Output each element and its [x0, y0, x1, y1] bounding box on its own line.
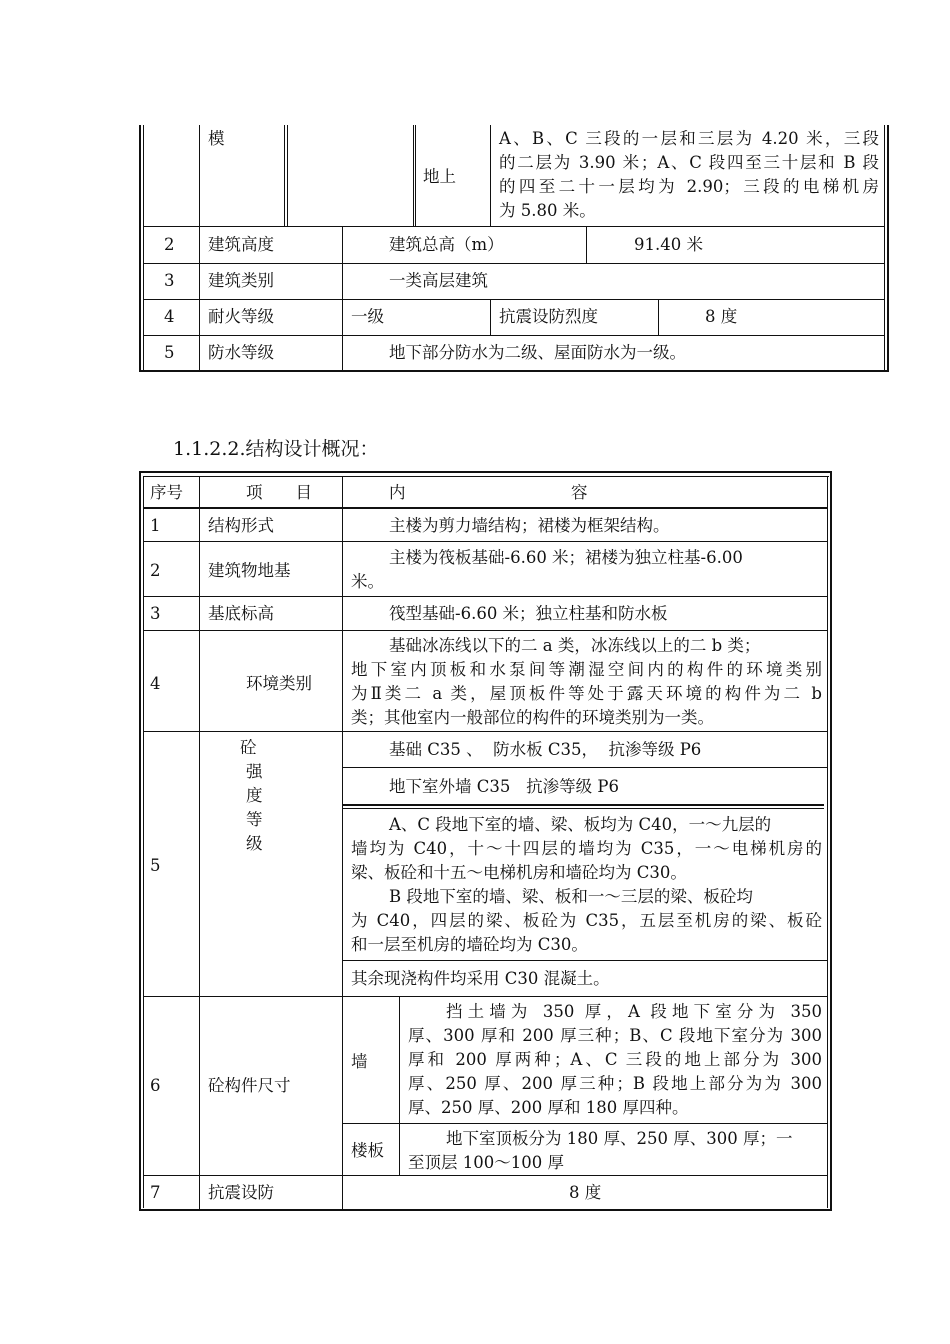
- cell-floor-heights-line-3: 的四至二十一层均为 2.90；三段的电梯机房: [499, 177, 879, 196]
- cell-value: 地下部分防水为二级、屋面防水为一级。: [389, 343, 686, 362]
- header-content-a: 内: [389, 483, 406, 502]
- section-heading: 1.1.2.2.结构设计概况：: [173, 438, 379, 460]
- header-content-b: 容: [571, 483, 588, 502]
- cell-item-name: 基底标高: [208, 604, 274, 623]
- cell-key: 建筑总高（m）: [389, 235, 504, 254]
- cell-content: 8 度: [569, 1183, 602, 1202]
- wall-line-1: 挡土墙为 350 厚，A 段地下室分为 350: [446, 1002, 822, 1021]
- item-char: 砼: [240, 738, 257, 757]
- cell-content-line-1: 基础冰冻线以下的二 a 类，冰冻线以上的二 b 类；: [389, 636, 761, 655]
- item-char: 等: [246, 810, 263, 829]
- cell-floor-heights-line-4: 为 5.80 米。: [499, 201, 596, 220]
- cell-row-number: 2: [150, 561, 161, 580]
- cell-content: 主楼为剪力墙结构；裙楼为框架结构。: [389, 516, 670, 535]
- cell-key: 抗震设防烈度: [499, 307, 598, 326]
- cell-content-line-2: 地下室内顶板和水泵间等潮湿空间内的构件的环境类别: [351, 660, 822, 679]
- cell-item-name: 抗震设防: [208, 1183, 274, 1202]
- cell-sub-label: 地上: [423, 167, 456, 186]
- cell-item-name: 建筑类别: [208, 271, 274, 290]
- cell-content-line-1: 主楼为筏板基础-6.60 米；裙楼为独立柱基-6.00: [389, 548, 743, 567]
- item-char: 强: [246, 762, 263, 781]
- item-char: 级: [246, 834, 263, 853]
- cell-row-number: 1: [150, 516, 161, 535]
- cell-row-number: 2: [164, 235, 175, 254]
- wall-line-2: 厚、300 厚和 200 厚三种；B、C 段地下室分为 300: [408, 1026, 822, 1045]
- cell-content-line-3: 为Ⅱ类二 a 类，屋顶板件等处于露天环境的构件为二 b: [351, 684, 822, 703]
- cell-value: 一类高层建筑: [389, 271, 488, 290]
- cell-floor-heights-line-1: A、B、C 三段的一层和三层为 4.20 米，三段: [499, 129, 879, 148]
- wall-label: 墙: [351, 1052, 368, 1071]
- cell-item-name: 建筑物地基: [208, 561, 291, 580]
- cell-row-number: 6: [150, 1076, 161, 1095]
- cell-floor-heights-line-2: 的二层为 3.90 米；A、C 段四至三十层和 B 段: [499, 153, 879, 172]
- cell-item-name: 结构形式: [208, 516, 274, 535]
- wall-line-3: 厚和 200 厚两种；A、C 三段的地上部分为 300: [408, 1050, 822, 1069]
- cell-item-name: 防水等级: [208, 343, 274, 362]
- concrete-para-line-5: 为 C40，四层的梁、板砼为 C35，五层至机房的梁、板砼: [351, 911, 822, 930]
- concrete-para-line-1: A、C 段地下室的墙、梁、板均为 C40，一～九层的: [389, 815, 772, 834]
- slab-label: 楼板: [351, 1141, 384, 1160]
- cell-value: 91.40 米: [634, 235, 703, 254]
- concrete-grade-foundation: 基础 C35 、 防水板 C35， 抗渗等级 P6: [389, 740, 702, 759]
- item-char: 度: [246, 786, 263, 805]
- cell-item-name: 砼构件尺寸: [208, 1076, 291, 1095]
- cell-item-name: 环境类别: [246, 674, 312, 693]
- cell-row-number: 5: [150, 856, 161, 875]
- wall-line-4: 厚、250 厚、200 厚三种；B 段地上部分为为 300: [408, 1074, 822, 1093]
- cell-content: 筏型基础-6.60 米；独立柱基和防水板: [389, 604, 668, 623]
- cell-item-name: 建筑高度: [208, 235, 274, 254]
- cell-item-label: 模: [208, 129, 225, 148]
- cell-content-line-4: 类；其他室内一般部位的构件的环境类别为一类。: [351, 708, 714, 727]
- cell-value: 一级: [351, 307, 384, 326]
- header-number: 序号: [150, 483, 183, 502]
- concrete-para-line-4: B 段地下室的墙、梁、板和一～三层的梁、板砼均: [389, 887, 753, 906]
- cell-row-number: 4: [150, 674, 161, 693]
- cell-row-number: 4: [164, 307, 175, 326]
- concrete-para-line-2: 墙均为 C40，十～十四层的墙均为 C35，一～电梯机房的: [351, 839, 822, 858]
- wall-line-5: 厚、250 厚、200 厚和 180 厚四种。: [408, 1098, 689, 1117]
- slab-line-1: 地下室顶板分为 180 厚、250 厚、300 厚；一: [446, 1129, 793, 1148]
- concrete-other: 其余现浇构件均采用 C30 混凝土。: [351, 969, 610, 988]
- cell-row-number: 3: [150, 604, 161, 623]
- concrete-para-line-3: 梁、板砼和十五～电梯机房和墙砼均为 C30。: [351, 863, 687, 882]
- cell-row-number: 5: [164, 343, 175, 362]
- cell-row-number: 3: [164, 271, 175, 290]
- cell-item-name: 耐火等级: [208, 307, 274, 326]
- concrete-grade-basement-wall: 地下室外墙 C35 抗渗等级 P6: [389, 777, 619, 796]
- cell-content-line-2: 米。: [351, 572, 384, 591]
- cell-value: 8 度: [705, 307, 738, 326]
- cell-row-number: 7: [150, 1183, 161, 1202]
- header-item: 项 目: [246, 483, 312, 502]
- slab-line-2: 至顶层 100～100 厚: [408, 1153, 564, 1172]
- concrete-para-line-6: 和一层至机房的墙砼均为 C30。: [351, 935, 588, 954]
